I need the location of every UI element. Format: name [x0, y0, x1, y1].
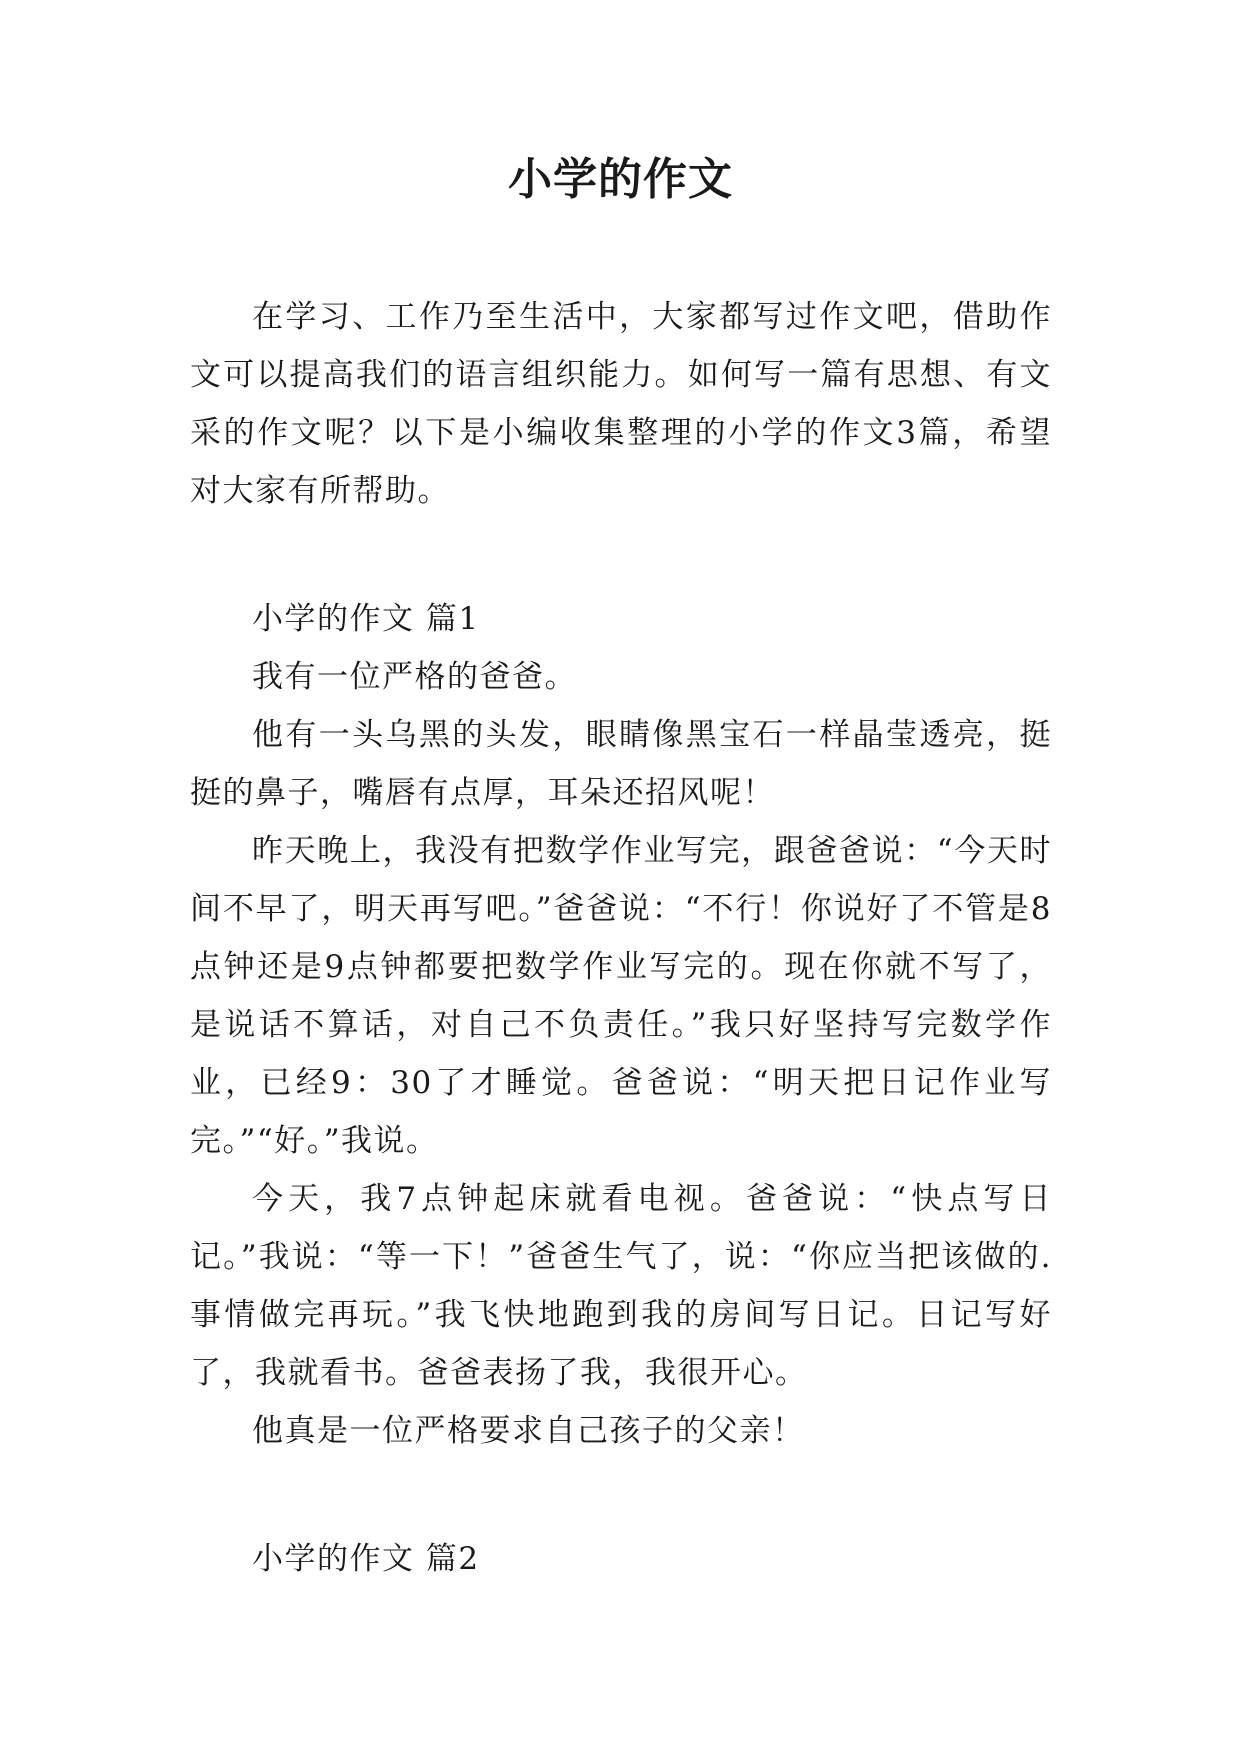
paragraph: 今天，我7点钟起床就看电视。爸爸说：“快点写日记。”我说：“等一下！”爸爸生气了，说：“你应当把该做的.事情做完再玩。”我飞快地跑到我的房间写日记。日记写好了，我就看书。爸爸表扬了我，我很开心。: [190, 1181, 1052, 1391]
essay-section-1: [190, 590, 1052, 1460]
document-title: 小学的作文: [508, 154, 733, 205]
essay-section-2: [190, 1530, 1052, 1588]
spacer: [190, 1460, 1052, 1530]
intro-paragraph: 在学习、工作乃至生活中，大家都写过作文吧，借助作文可以提高我们的语言组织能力。如何写一篇有思想、有文采的作文呢？以下是小编收集整理的小学的作文3篇，希望对大家有所帮助。: [190, 299, 1052, 509]
intro-section: [190, 288, 1052, 520]
paragraph: 昨天晚上，我没有把数学作业写完，跟爸爸说：“今天时间不早了，明天再写吧。”爸爸说：“不行！你说好了不管是8点钟还是9点钟都要把数学作业写完的。现在你就不写了，是说话不算话，对自己不负责任。”我只好坚持写完数学作业，已经9：30了才睡觉。爸爸说：“明天把日记作业写完。”“好。”我说。: [190, 833, 1052, 1159]
section-heading: 小学的作文 篇2: [252, 1541, 480, 1577]
spacer: [190, 520, 1052, 590]
paragraph: 我有一位严格的爸爸。: [252, 659, 577, 695]
section-heading: 小学的作文 篇1: [252, 601, 480, 637]
document-body: [190, 288, 1052, 1588]
paragraph: 他真是一位严格要求自己孩子的父亲！: [252, 1413, 805, 1449]
paragraph: 他有一头乌黑的头发，眼睛像黑宝石一样晶莹透亮，挺挺的鼻子，嘴唇有点厚，耳朵还招风呢！: [190, 717, 1052, 811]
